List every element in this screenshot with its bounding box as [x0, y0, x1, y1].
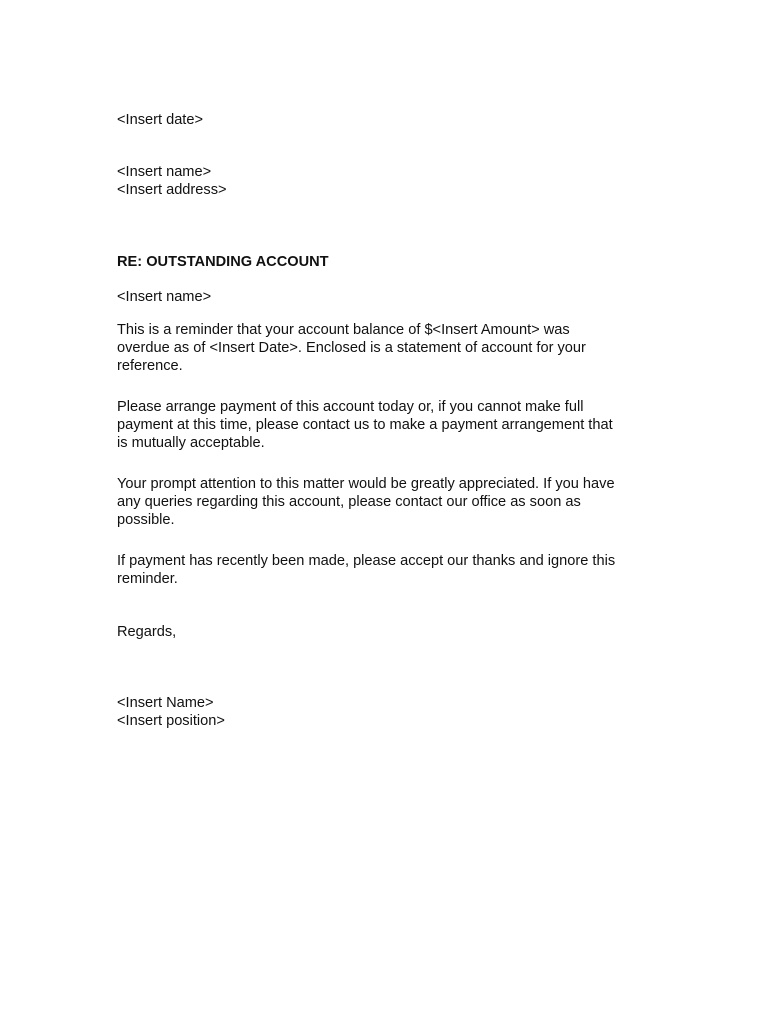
- paragraph-line: This is a reminder that your account balance of $<Insert Amount> was: [117, 322, 570, 338]
- recipient-name: <Insert name>: [117, 164, 212, 180]
- paragraph-line: reference.: [117, 358, 183, 374]
- body-paragraph-1: [117, 321, 657, 375]
- paragraph-line: Please arrange payment of this account today or, if you cannot make full: [117, 399, 584, 415]
- body-paragraph-4: [117, 552, 657, 588]
- letter-date: <Insert date>: [117, 112, 204, 128]
- paragraph-line: payment at this time, please contact us to make a payment arrangement that: [117, 417, 613, 433]
- closing: Regards,: [117, 624, 177, 640]
- paragraph-line: overdue as of <Insert Date>. Enclosed is a statement of account for your: [117, 340, 586, 356]
- sender-position: <Insert position>: [117, 713, 225, 729]
- salutation: <Insert name>: [117, 289, 212, 305]
- body-paragraph-3: [117, 475, 657, 529]
- letter-subject: RE: OUTSTANDING ACCOUNT: [117, 254, 329, 270]
- paragraph-line: any queries regarding this account, please contact our office as soon as: [117, 494, 581, 510]
- sender-name: <Insert Name>: [117, 695, 214, 711]
- paragraph-line: possible.: [117, 512, 175, 528]
- paragraph-line: is mutually acceptable.: [117, 435, 265, 451]
- recipient-address: <Insert address>: [117, 182, 227, 198]
- paragraph-line: Your prompt attention to this matter would be greatly appreciated. If you have: [117, 476, 615, 492]
- body-paragraph-2: [117, 398, 657, 452]
- paragraph-line: If payment has recently been made, please accept our thanks and ignore this: [117, 553, 616, 569]
- paragraph-line: reminder.: [117, 571, 178, 587]
